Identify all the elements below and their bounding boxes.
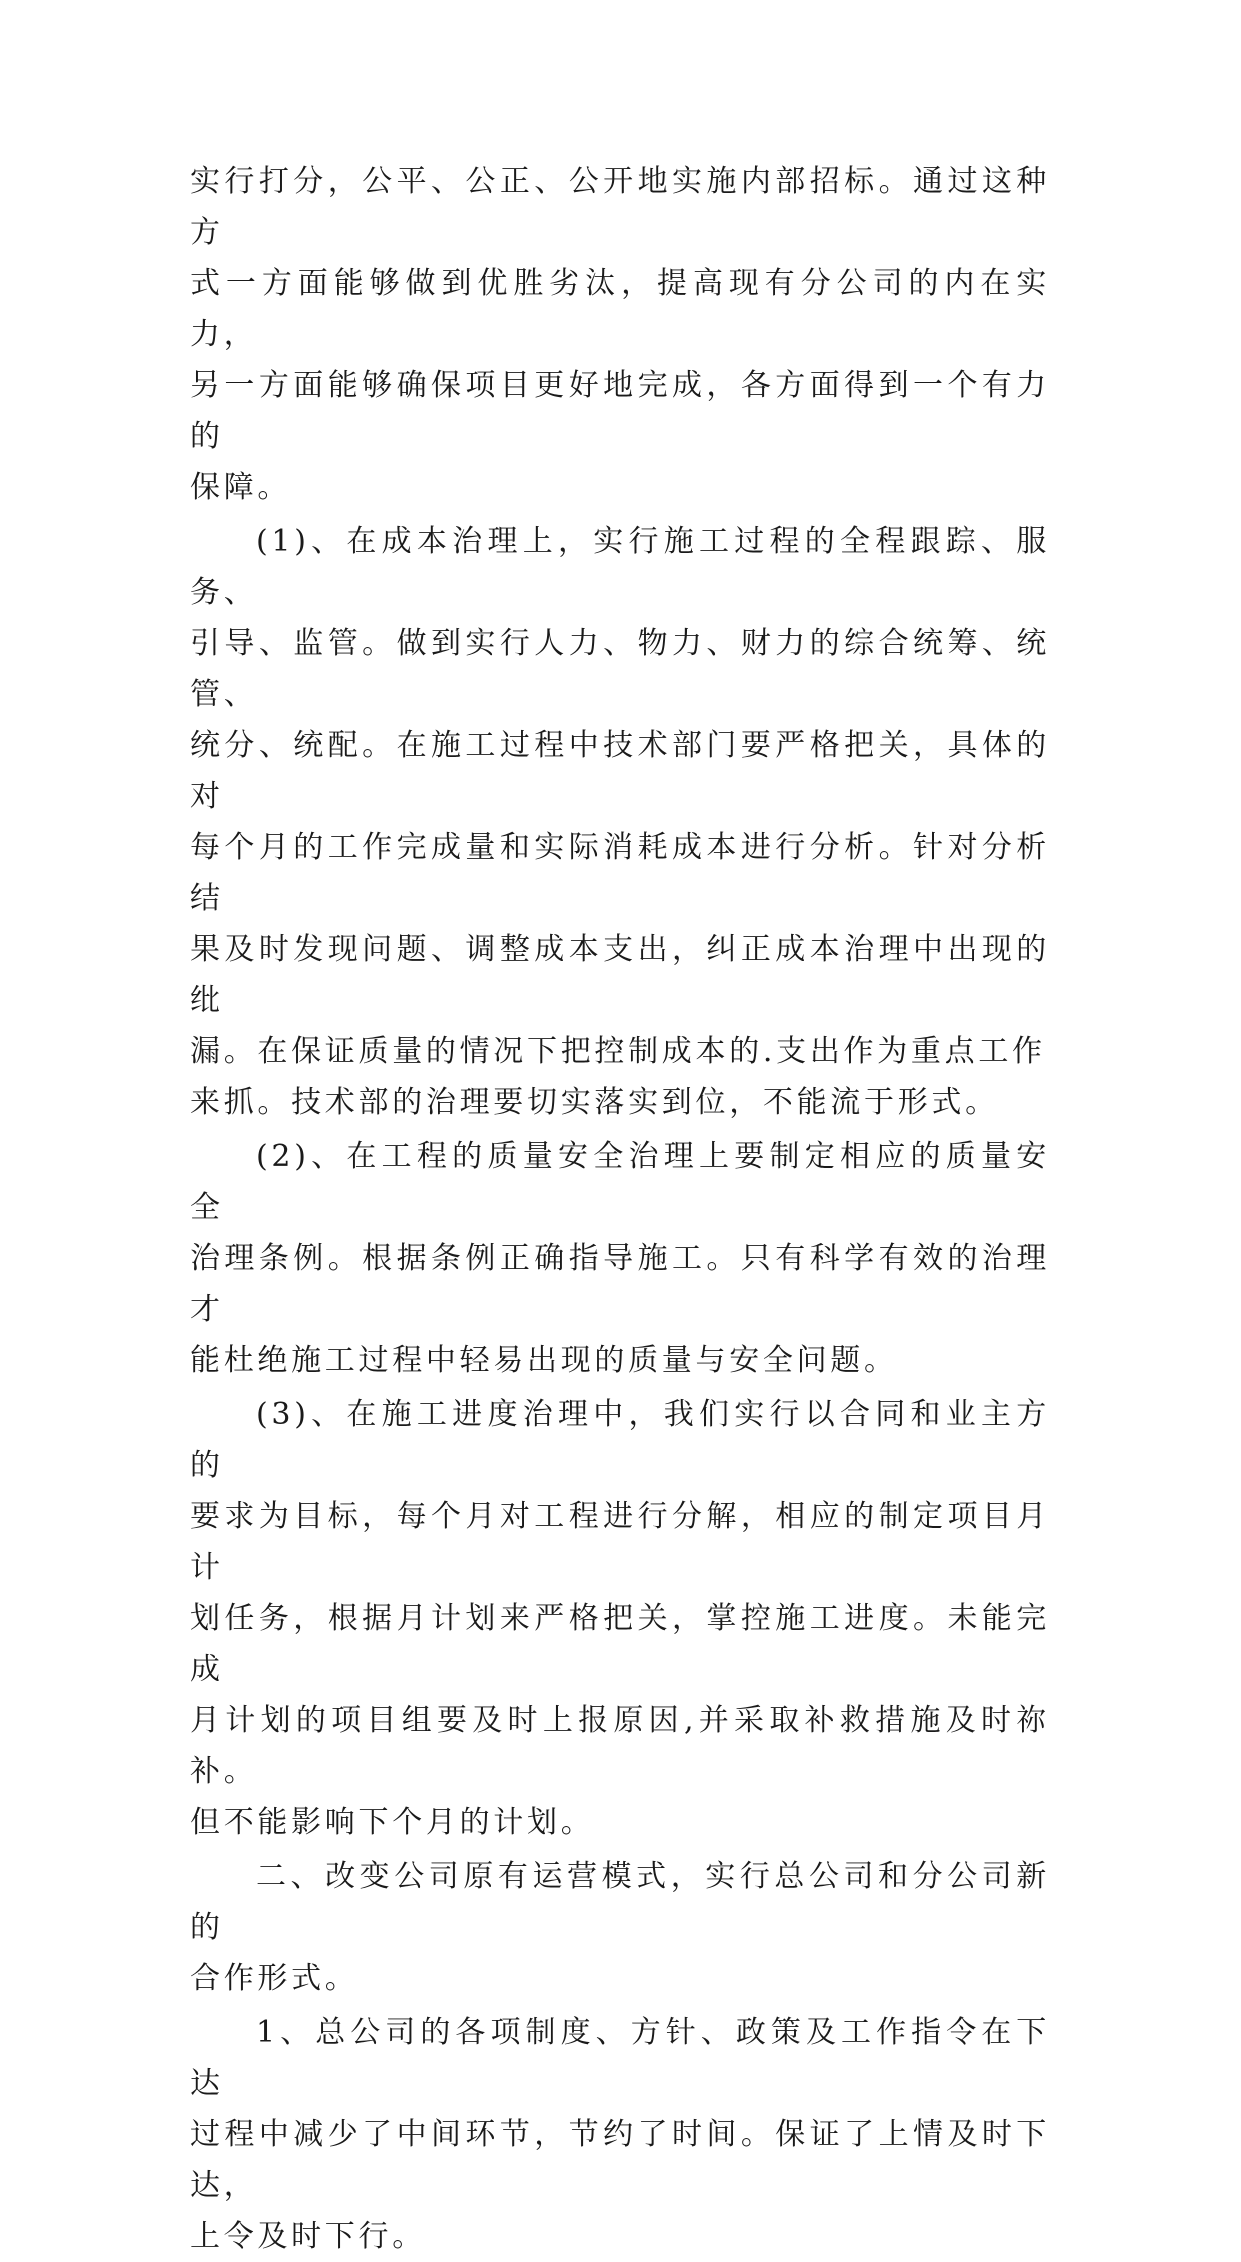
paragraph-schedule-management: (3)、在施工进度治理中，我们实行以合同和业主方的 要求为目标，每个月对工程进行分解，相应的制定项目月计 划任务，根据月计划来严格把关，掌控施工进度。未能完成 月计划的项目组要及时上报原因,并采取补救措施及时祢补。 但不能影响下个月的计划。 bbox=[190, 1397, 1050, 1840]
paragraph-tender-continuation: 实行打分，公平、公正、公开地实施内部招标。通过这种方 式一方面能够做到优胜劣汰，提高现有分公司的内在实力， 另一方面能够确保项目更好地完成，各方面得到一个有力的 保障。 bbox=[190, 164, 1050, 505]
paragraph-section-two-heading: 二、改变公司原有运营模式，实行总公司和分公司新的 合作形式。 bbox=[190, 1859, 1050, 1996]
paragraph-cost-management: (1)、在成本治理上，实行施工过程的全程跟踪、服务、 引导、监管。做到实行人力、物力、财力的综合统筹、统管、 统分、统配。在施工过程中技术部门要严格把关，具体的对 每个月的工作完成量和实际消耗成本进行分析。针对分析结 果及时发现问题、调整成本支出，纠正成本治理中出现的纰 漏。在保证质量的情况下把控制成本的.支出作为重点工作 来抓。技术部的治理要切实落实到位，不能流于形式。 bbox=[190, 524, 1050, 1120]
paragraph-head-office-policy: 1、总公司的各项制度、方针、政策及工作指令在下达 过程中减少了中间环节，节约了时间。保证了上情及时下达， 上令及时下行。 bbox=[190, 2015, 1050, 2254]
document-body bbox=[190, 156, 1050, 2262]
paragraph-quality-safety: (2)、在工程的质量安全治理上要制定相应的质量安全 治理条例。根据条例正确指导施工。只有科学有效的治理才 能杜绝施工过程中轻易出现的质量与安全问题。 bbox=[190, 1139, 1050, 1378]
